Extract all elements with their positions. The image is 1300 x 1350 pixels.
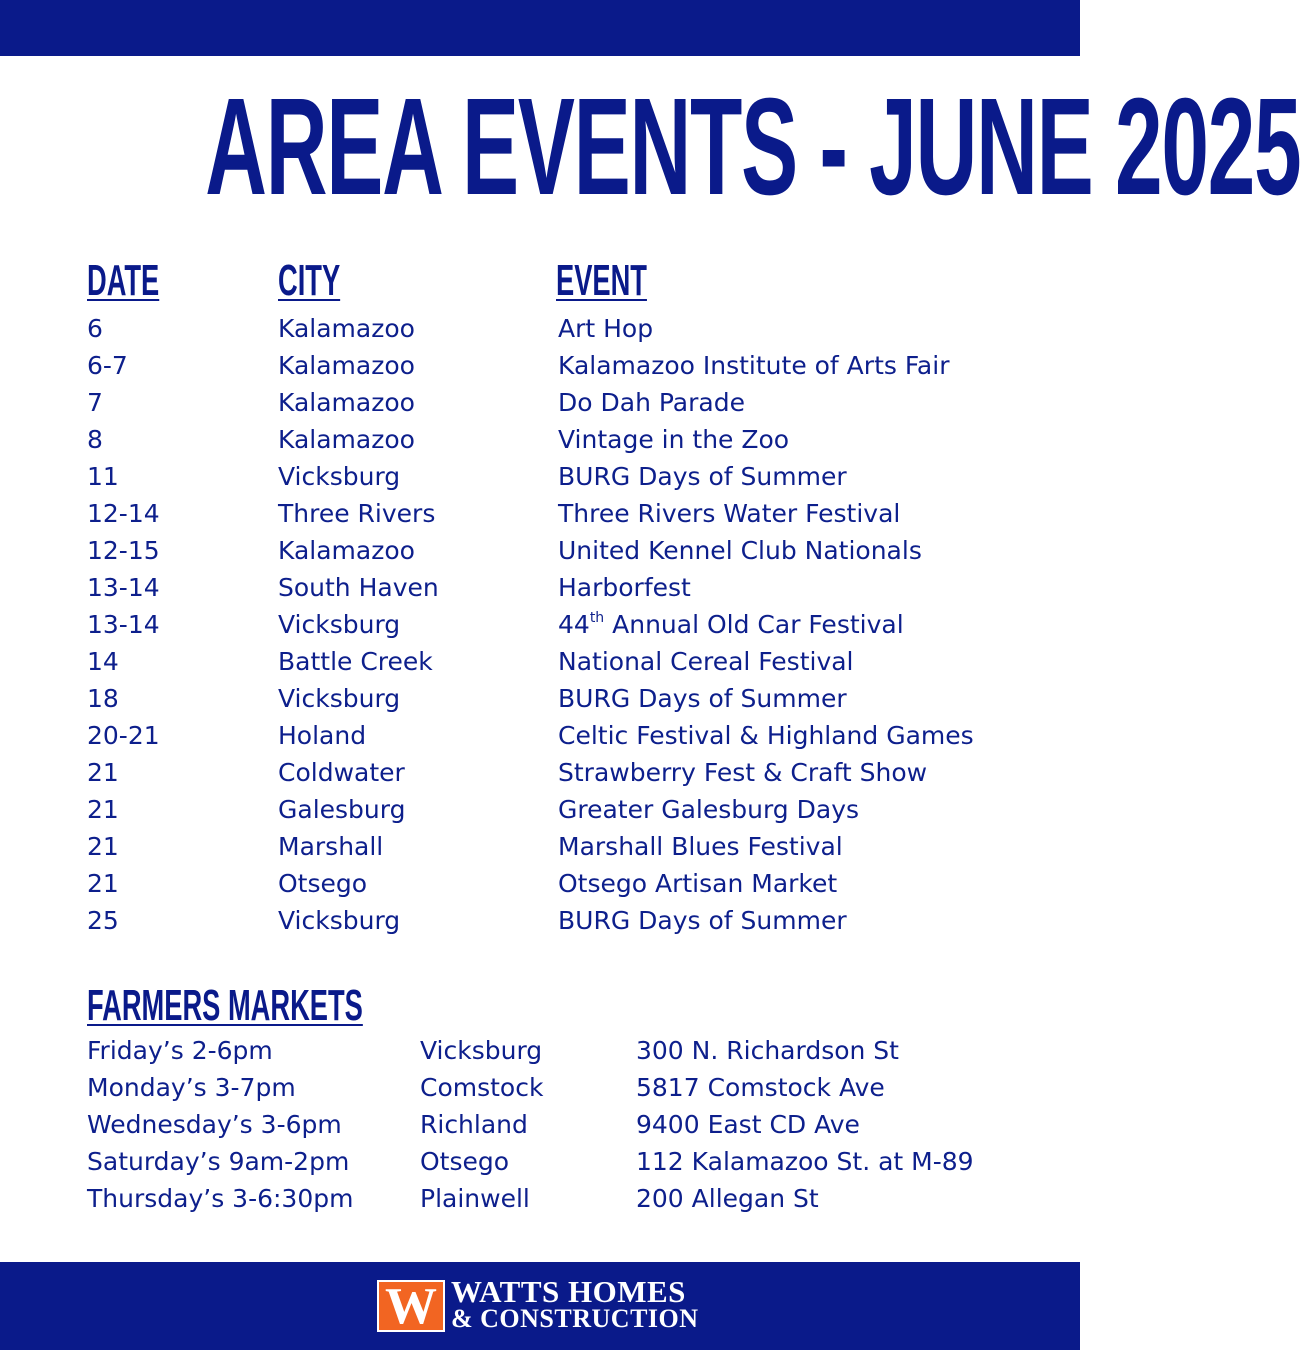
event-row: [0, 680, 1080, 717]
event-city: Galesburg: [278, 795, 406, 824]
logo-mark-letter: W: [385, 1278, 437, 1335]
event-row: [0, 865, 1080, 902]
logo-line-2: & CONSTRUCTION: [451, 1304, 699, 1333]
event-city: Vicksburg: [278, 684, 401, 713]
event-name: BURG Days of Summer: [558, 462, 847, 491]
event-row: [0, 310, 1080, 347]
event-name: National Cereal Festival: [558, 647, 854, 676]
event-date: 6-7: [87, 351, 128, 380]
event-date: 13-14: [87, 610, 160, 639]
event-column-header: EVENT: [556, 256, 647, 305]
market-day: Thursday’s 3-6:30pm: [87, 1184, 354, 1213]
event-city: Three Rivers: [278, 499, 436, 528]
event-date: 21: [87, 795, 119, 824]
event-row: [0, 421, 1080, 458]
event-row: [0, 495, 1080, 532]
event-city: Marshall: [278, 832, 384, 861]
event-city: Vicksburg: [278, 462, 401, 491]
event-name: Marshall Blues Festival: [558, 832, 843, 861]
event-city: Kalamazoo: [278, 351, 415, 380]
event-name: Three Rivers Water Festival: [558, 499, 901, 528]
event-date: 14: [87, 647, 119, 676]
market-address: 5817 Comstock Ave: [636, 1073, 885, 1102]
event-date: 8: [87, 425, 103, 454]
event-row: [0, 717, 1080, 754]
event-date: 12-15: [87, 536, 160, 565]
event-city: Kalamazoo: [278, 314, 415, 343]
logo-w-icon: [377, 1278, 445, 1335]
event-city: Kalamazoo: [278, 536, 415, 565]
page-title: AREA EVENTS - JUNE 2025: [205, 70, 1300, 224]
market-city: Otsego: [420, 1147, 510, 1176]
top-banner: [0, 0, 1080, 56]
event-city: South Haven: [278, 573, 439, 602]
event-row: [0, 606, 1080, 643]
event-row: [0, 754, 1080, 791]
market-address: 112 Kalamazoo St. at M-89: [636, 1147, 974, 1176]
farmers-markets-heading: FARMERS MARKETS: [87, 981, 363, 1030]
event-date: 21: [87, 869, 119, 898]
market-row: [0, 1069, 1080, 1106]
event-row: [0, 458, 1080, 495]
event-name: BURG Days of Summer: [558, 684, 847, 713]
market-day: Monday’s 3-7pm: [87, 1073, 296, 1102]
event-city: Otsego: [278, 869, 368, 898]
event-city: Coldwater: [278, 758, 405, 787]
event-name: Harborfest: [558, 573, 691, 602]
market-day: Saturday’s 9am-2pm: [87, 1147, 350, 1176]
event-name: Greater Galesburg Days: [558, 795, 860, 824]
market-city: Plainwell: [420, 1184, 530, 1213]
event-city: Kalamazoo: [278, 388, 415, 417]
market-city: Richland: [420, 1110, 528, 1139]
company-logo: [377, 1274, 707, 1335]
event-city: Vicksburg: [278, 610, 401, 639]
event-row: [0, 791, 1080, 828]
event-date: 13-14: [87, 573, 160, 602]
event-date: 6: [87, 314, 103, 343]
event-row: [0, 828, 1080, 865]
event-ordinal-number: 44: [558, 610, 590, 639]
event-name: Kalamazoo Institute of Arts Fair: [558, 351, 950, 380]
event-date: 11: [87, 462, 119, 491]
market-row: [0, 1143, 1080, 1180]
event-name: Strawberry Fest & Craft Show: [558, 758, 928, 787]
event-city: Battle Creek: [278, 647, 433, 676]
event-date: 12-14: [87, 499, 160, 528]
event-date: 25: [87, 906, 119, 935]
market-address: 300 N. Richardson St: [636, 1036, 899, 1065]
event-date: 20-21: [87, 721, 160, 750]
event-city: Kalamazoo: [278, 425, 415, 454]
city-column-header: CITY: [278, 256, 341, 305]
market-address: 9400 East CD Ave: [636, 1110, 860, 1139]
event-name: Do Dah Parade: [558, 388, 745, 417]
event-row: [0, 532, 1080, 569]
event-row: [0, 643, 1080, 680]
event-row: [0, 569, 1080, 606]
event-date: 21: [87, 832, 119, 861]
event-row: [0, 902, 1080, 939]
event-ordinal-suffix: th: [589, 609, 605, 626]
market-city: Vicksburg: [420, 1036, 543, 1065]
event-name: Otsego Artisan Market: [558, 869, 838, 898]
date-column-header: DATE: [87, 256, 160, 305]
market-city: Comstock: [420, 1073, 544, 1102]
event-name: Vintage in the Zoo: [558, 425, 790, 454]
events-table: [0, 310, 1080, 939]
event-name: BURG Days of Summer: [558, 906, 847, 935]
market-row: [0, 1180, 1080, 1217]
event-row: [0, 347, 1080, 384]
logo-line-1: WATTS HOMES: [451, 1274, 686, 1309]
event-date: 21: [87, 758, 119, 787]
market-address: 200 Allegan St: [636, 1184, 819, 1213]
market-row: [0, 1032, 1080, 1069]
event-city: Vicksburg: [278, 906, 401, 935]
market-day: Friday’s 2-6pm: [87, 1036, 273, 1065]
event-name: Art Hop: [558, 314, 654, 343]
event-date: 18: [87, 684, 119, 713]
farmers-markets-table: [0, 1032, 1080, 1217]
event-city: Holand: [278, 721, 367, 750]
market-day: Wednesday’s 3-6pm: [87, 1110, 342, 1139]
event-name: United Kennel Club Nationals: [558, 536, 922, 565]
market-row: [0, 1106, 1080, 1143]
event-row: [0, 384, 1080, 421]
event-name: Celtic Festival & Highland Games: [558, 721, 974, 750]
event-date: 7: [87, 388, 103, 417]
event-name-rest: Annual Old Car Festival: [604, 610, 904, 639]
event-name: [558, 606, 904, 643]
